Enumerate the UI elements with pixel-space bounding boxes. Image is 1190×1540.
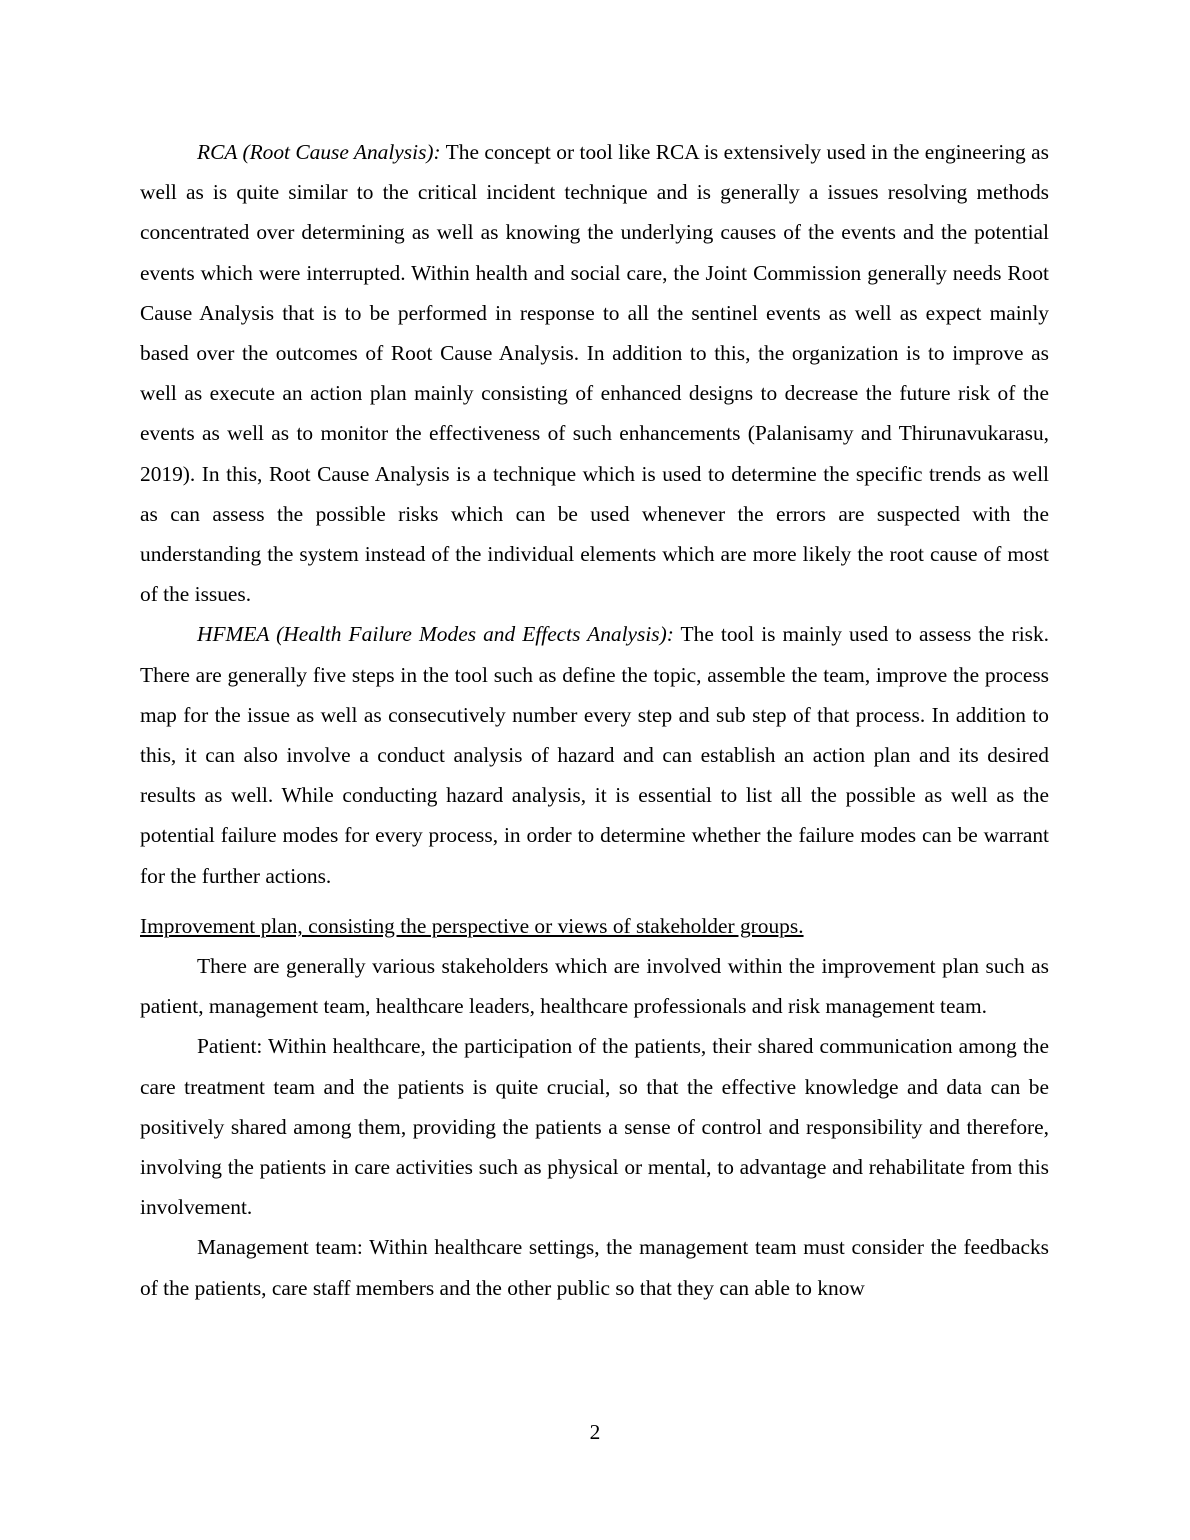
rca-text: The concept or tool like RCA is extensively used in the engineering as well as is quite similar to the critical incident technique and is generally a issues resolving methods concentrated over determining as well as knowing the underlying causes of the events and the potential events which were interrupted. Within health and social care, the Joint Commission generally needs Root Cause Analysis that is to be performed in response to all the sentinel events as well as expect mainly based over the outcomes of Root Cause Analysis. In addition to this, the organization is to improve as well as execute an action plan mainly consisting of enhanced designs to decrease the future risk of the events as well as to monitor the effectiveness of such enhancements (Palanisamy and Thirunavukarasu, 2019). In this, Root Cause Analysis is a technique which is used to determine the specific trends as well as can assess the possible risks which can be used whenever the errors are suspected with the understanding the system instead of the individual elements which are more likely the root cause of most of the issues. <box>140 140 1049 607</box>
document-page <box>140 132 1049 1308</box>
paragraph-rca <box>140 132 1049 614</box>
page-number: 2 <box>589 1420 601 1444</box>
hfmea-term: HFMEA (Health Failure Modes and Effects Analysis): <box>197 622 674 647</box>
section-heading: Improvement plan, consisting the perspective or views of stakeholder groups. <box>140 913 804 938</box>
paragraph-management-team: Management team: Within healthcare settings, the management team must consider the feedbacks of the patients, care staff members and the other public so that they can able to know <box>140 1235 1049 1300</box>
paragraph-hfmea <box>140 614 1049 895</box>
hfmea-text: The tool is mainly used to assess the risk. There are generally five steps in the tool such as define the topic, assemble the team, improve the process map for the issue as well as consecutively number every step and sub step of that process. In addition to this, it can also involve a conduct analysis of hazard and can establish an action plan and its desired results as well. While conducting hazard analysis, it is essential to list all the possible as well as the potential failure modes for every process, in order to determine whether the failure modes can be warrant for the further actions. <box>140 622 1050 888</box>
paragraph-stakeholders: There are generally various stakeholders which are involved within the improvement plan such as patient, management team, healthcare leaders, healthcare professionals and risk management team. <box>140 954 1049 1019</box>
rca-term: RCA (Root Cause Analysis): <box>197 140 441 164</box>
paragraph-patient: Patient: Within healthcare, the participation of the patients, their shared communication among the care treatment team and the patients is quite crucial, so that the effective knowledge and data can be positively shared among them, providing the patients a sense of control and responsibility and therefore, involving the patients in care activities such as physical or mental, to advantage and rehabilitate from this involvement. <box>140 1034 1049 1220</box>
